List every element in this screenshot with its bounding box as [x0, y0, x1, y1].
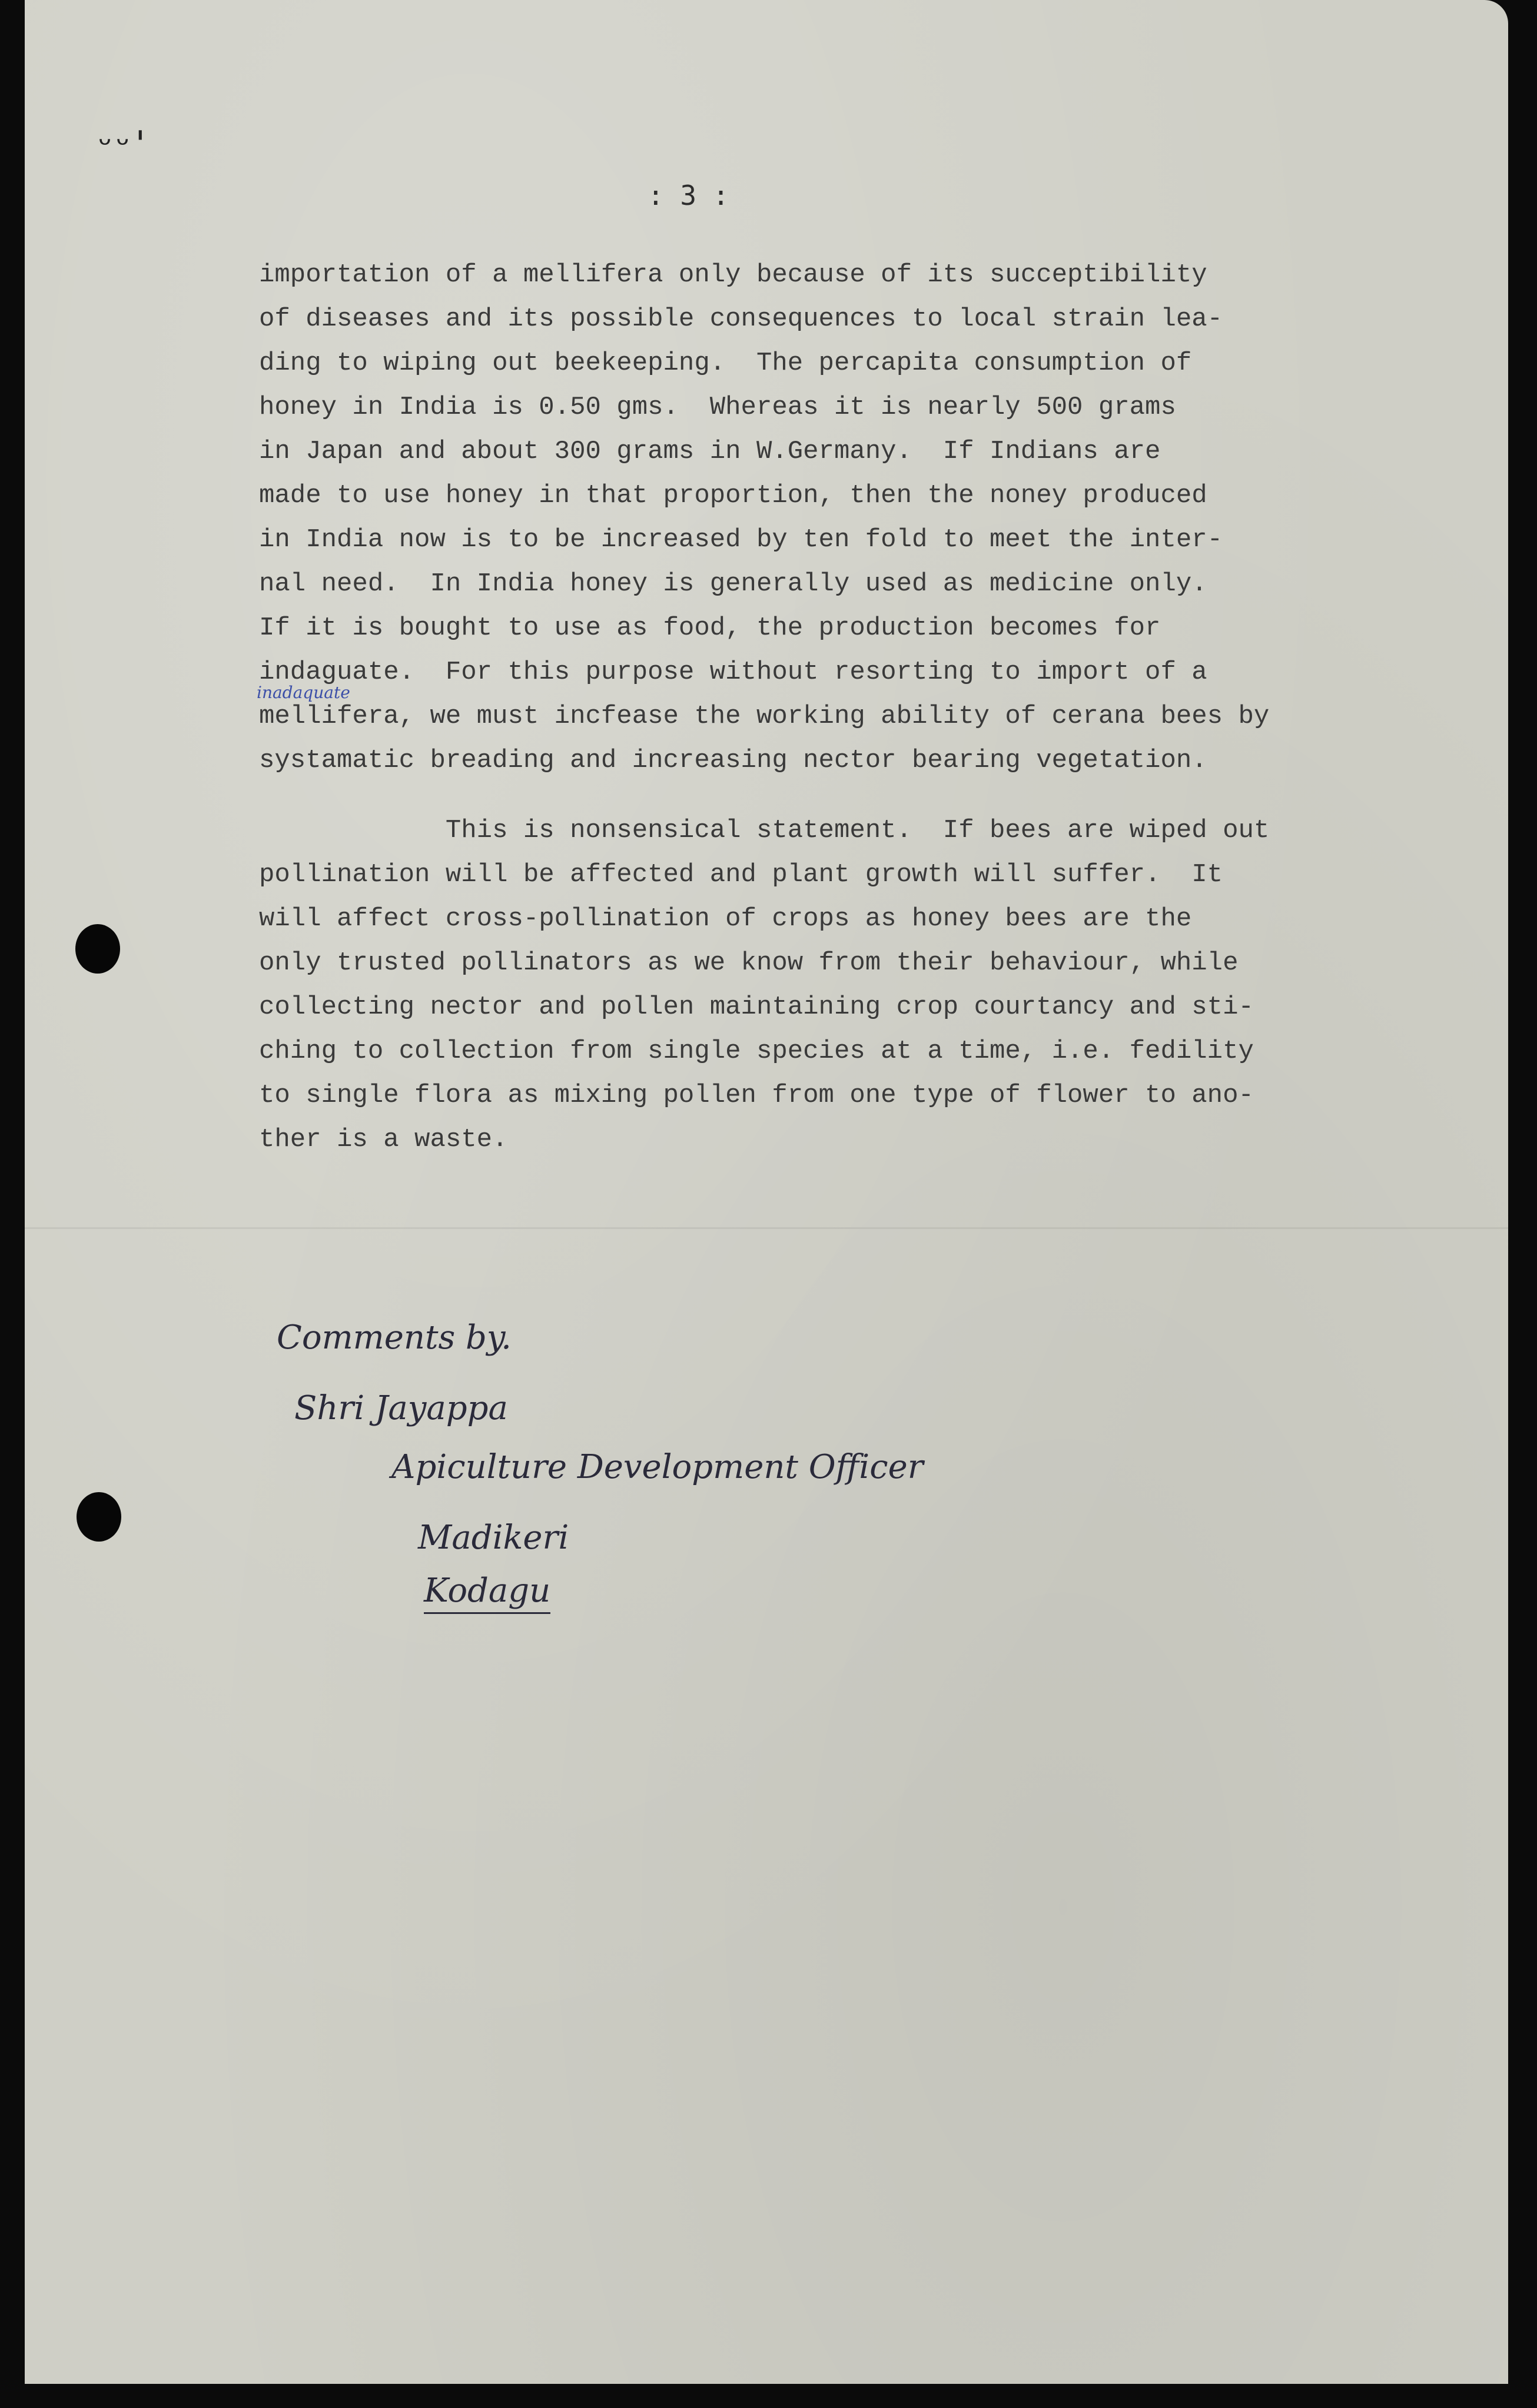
text-line: only trusted pollinators as we know from their behaviour, while [259, 948, 1239, 978]
text-line: pollination will be affected and plant growth will suffer. It [259, 860, 1223, 889]
text-line: in Japan and about 300 grams in W.Germany. If Indians are [259, 437, 1161, 466]
text-line: ching to collection from single species at a time, i.e. fedility [259, 1037, 1254, 1066]
text-line: mellifera, we must incfease the working ability of cerana bees by [259, 702, 1270, 731]
text-line: honey in India is 0.50 gms. Whereas it is nearly 500 grams [259, 393, 1176, 422]
paper-fold-line [25, 1227, 1508, 1229]
page-number: : 3 : [648, 180, 729, 211]
handwritten-correction: inadaquate [257, 683, 350, 702]
paragraph-2 [259, 809, 1269, 1162]
text-line: This is nonsensical statement. If bees are wiped out [259, 816, 1270, 845]
punch-hole-bottom [77, 1492, 121, 1542]
text-line: ther is a waste. [259, 1125, 508, 1154]
corner-ink-mark: ᵕᵕ' [94, 124, 148, 165]
punch-hole-top [75, 924, 120, 974]
text-line: collecting nector and pollen maintaining crop courtancy and sti- [259, 992, 1254, 1022]
text-line: If it is bought to use as food, the production becomes for [259, 613, 1161, 643]
text-line: nal need. In India honey is generally used as medicine only. [259, 569, 1207, 599]
text-line: in India now is to be increased by ten fold to meet the inter- [259, 525, 1223, 554]
handwritten-town: Madikeri [418, 1519, 569, 1557]
text-line: to single flora as mixing pollen from one type of flower to ano- [259, 1081, 1254, 1110]
text-line: importation of a mellifera only because of its succeptibility [259, 260, 1207, 290]
text-line: ding to wiping out beekeeping. The percapita consumption of [259, 348, 1192, 378]
paragraph-1 [259, 253, 1269, 783]
text-line: of diseases and its possible consequences to local strain lea- [259, 304, 1223, 334]
text-line: indaguate. For this purpose without resorting to import of a [259, 657, 1207, 687]
handwritten-district: Kodagu [424, 1572, 550, 1614]
handwritten-comments-heading: Comments by. [277, 1318, 512, 1357]
handwritten-name: Shri Jayappa [294, 1389, 508, 1427]
text-line: made to use honey in that proportion, then the noney produced [259, 481, 1207, 510]
handwritten-designation: Apiculture Development Officer [391, 1448, 924, 1486]
text-line: systamatic breading and increasing nector bearing vegetation. [259, 746, 1207, 775]
text-line: will affect cross-pollination of crops as honey bees are the [259, 904, 1192, 934]
